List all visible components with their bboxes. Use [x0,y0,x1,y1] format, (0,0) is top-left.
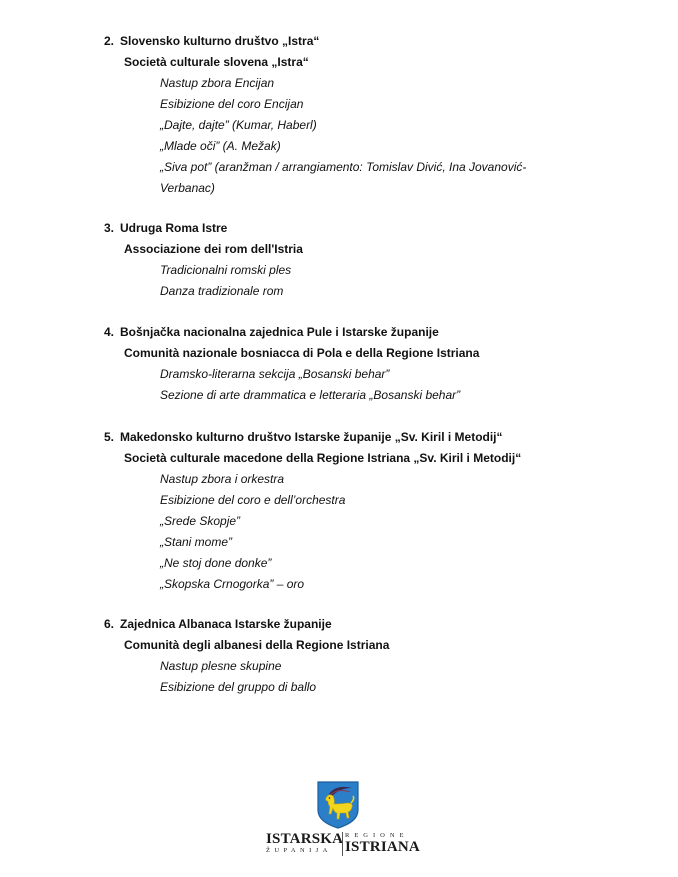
section-number: 6. [104,617,115,631]
section-heading [104,31,564,52]
program-item: Sezione di arte drammatica e letteraria „Bosanski behar” [160,388,461,402]
section-number: 4. [104,325,115,339]
section-title-it: Comunità degli albanesi della Regione Istriana [124,638,390,652]
program-item: Esibizione del coro e dell’orchestra [160,493,346,507]
section-heading [104,218,564,239]
section-title-hr: Zajednica Albanaca Istarske županije [120,617,332,631]
logo-text-istarska: ISTARSKA [266,831,344,847]
program-section [104,614,564,698]
program-item: Danza tradizionale rom [160,284,284,298]
program-item: Nastup zbora Encijan [160,76,275,90]
section-number: 5. [104,430,115,444]
program-item: „Stani mome” [160,535,233,549]
program-item: „Siva pot” (aranžman / arrangiamento: Tomislav Divić, Ina Jovanović-Verbanac) [160,160,527,195]
program-item: Esibizione del coro Encijan [160,97,304,111]
section-title-it: Associazione dei rom dell'Istria [124,242,303,256]
section-title-it: Società culturale slovena „Istra“ [124,55,309,69]
section-title-hr: Slovensko kulturno društvo „Istra“ [120,34,320,48]
section-title-hr: Bošnjačka nacionalna zajednica Pule i Istarske županije [120,325,439,339]
section-heading [104,322,564,343]
program-section [104,427,564,595]
program-item: Dramsko-literarna sekcija „Bosanski behar” [160,367,390,381]
section-number: 2. [104,34,115,48]
program-item: Nastup plesne skupine [160,659,282,673]
section-number: 3. [104,221,115,235]
program-item: „Dajte, dajte” (Kumar, Haberl) [160,118,317,132]
program-item: „Mlade oči” (A. Mežak) [160,139,281,153]
program-item: Tradicionalni romski ples [160,263,292,277]
logo-text-regione: REGIONE [345,832,409,839]
section-title-hr: Udruga Roma Istre [120,221,228,235]
program-section [104,322,564,406]
section-title-it: Società culturale macedone della Regione Istriana „Sv. Kiril i Metodij“ [124,451,522,465]
coat-of-arms-icon [316,780,360,830]
program-item: „Ne stoj done donke” [160,556,272,570]
program-item: „Skopska Crnogorka” – oro [160,577,305,591]
section-title-it: Comunità nazionale bosniacca di Pola e della Regione Istriana [124,346,480,360]
istria-county-logo [262,780,420,860]
program-item: Esibizione del gruppo di ballo [160,680,317,694]
program-item: Nastup zbora i orkestra [160,472,285,486]
section-title-hr: Makedonsko kulturno društvo Istarske županije „Sv. Kiril i Metodij“ [120,430,503,444]
section-heading [104,614,564,635]
logo-text-istriana: ISTRIANA [345,839,420,855]
program-item: „Srede Skopje” [160,514,241,528]
program-section [104,218,564,302]
program-section [104,31,564,199]
logo-wordmark [262,831,420,858]
section-heading [104,427,564,448]
logo-text-zupanija: ŽUPANIJA [266,847,332,854]
